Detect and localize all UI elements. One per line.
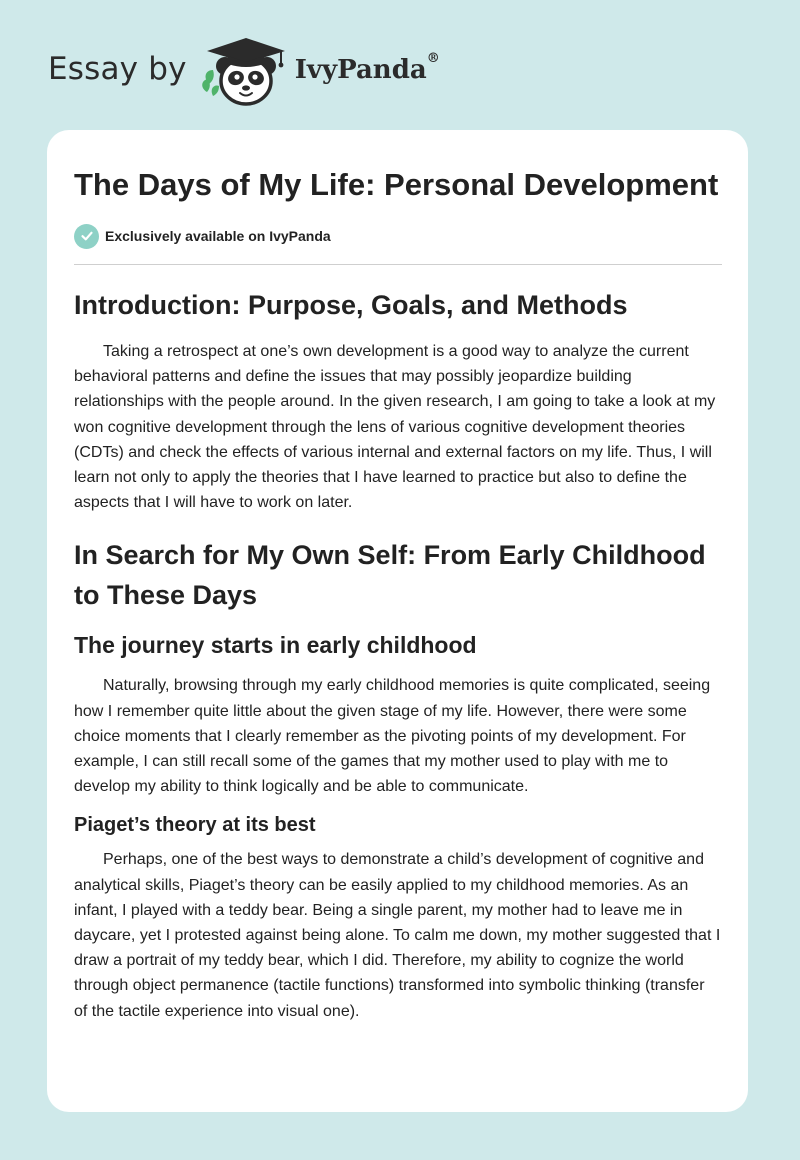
brand-prefix: Essay by [48,51,187,87]
paragraph-piaget-theory: Perhaps, one of the best ways to demonstrate a child’s development of cognitive and analytical skills, Piaget’s theory can be easily applied to my childhood memories. As an infant, I played with a teddy bear. Being a single parent, my mother had to leave me in daycare, yet I protested against being alone. To calm me down, my mother suggested that I draw a portrait of my teddy bear, which I did. Therefore, my ability to cognize the world through object permanence (tactile functions) transformed into symbolic thinking (transfer of the tactile experience into visual one). [74,851,721,1020]
brand-name-text: IvyPanda [294,55,427,85]
divider [74,264,722,265]
badge-text: Exclusively available on IvyPanda [105,228,331,244]
section-heading-introduction: Introduction: Purpose, Goals, and Methods [74,290,628,320]
paragraph-introduction: Taking a retrospect at one’s own development is a good way to analyze the current behavioral patterns and define the issues that may possibly jeopardize building relationships with the people around. In the given research, I am going to take a look at my won cognitive development through the lens of various cognitive development theories (CDTs) and check the effects of various internal and external factors on my life. Thus, I will learn not only to apply the theories that I have learned to practice but also to define the aspects that I will have to work on later. [74,343,716,512]
subheading-piaget-theory: Piaget’s theory at its best [74,814,316,837]
site-brand[interactable] [48,34,440,108]
document-title: The Days of My Life: Personal Development [74,167,719,202]
exclusive-badge [74,222,722,250]
brand-name [294,51,440,85]
panda-logo-icon [201,34,291,108]
section-heading-own-self: In Search for My Own Self: From Early Childhood to These Days [74,540,706,611]
checkmark-icon [74,224,99,249]
trademark-symbol: ® [426,51,440,66]
subheading-early-childhood: The journey starts in early childhood [74,632,477,659]
essay-card [47,130,748,1112]
paragraph-early-childhood: Naturally, browsing through my early childhood memories is quite complicated, seeing how I remember quite little about the given stage of my life. However, there were some choice moments that I clearly remember as the pivoting points of my development. For example, I can still recall some of the games that my mother used to play with me to develop my ability to think logically and be able to communicate. [74,677,711,796]
